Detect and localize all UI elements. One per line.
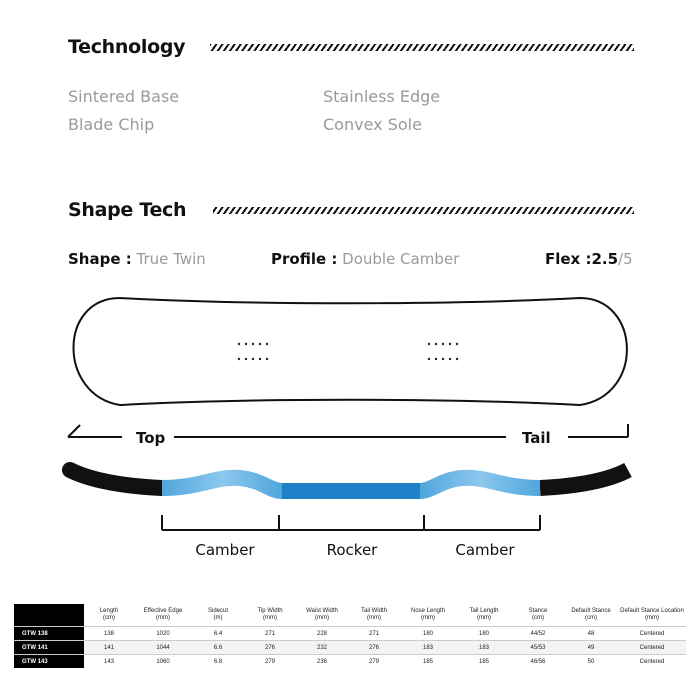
cell-default-stance-location: Centered: [618, 655, 686, 669]
cell-stance: 44/52: [512, 627, 564, 641]
cell-waist-width: 228: [296, 627, 348, 641]
cell-nose-length: 185: [400, 655, 456, 669]
board-outline: [74, 298, 627, 405]
cell-tail-length: 185: [456, 655, 512, 669]
header-default-stance: Default Stance (cm): [571, 608, 611, 621]
cell-waist-width: 236: [296, 655, 348, 669]
cell-default-stance: 50: [564, 655, 618, 669]
header-stance: Stance (cm): [528, 608, 548, 621]
table-row: [14, 655, 686, 669]
cell-default-stance-location: Centered: [618, 627, 686, 641]
tech-item-convex-sole: Convex Sole: [323, 115, 422, 134]
size-spec-table: [14, 604, 686, 668]
cell-tail-width: 276: [348, 641, 400, 655]
cell-length: 141: [84, 641, 134, 655]
cell-tip-width: 279: [244, 655, 296, 669]
tail-label: Tail: [522, 429, 551, 447]
header-default-stance-location: Default Stance Location (mm): [620, 608, 684, 621]
header-tip-width: Tip Width (mm): [257, 608, 283, 621]
table-row: [14, 641, 686, 655]
header-length: Length (cm): [99, 608, 119, 621]
cell-tail-length: 180: [456, 627, 512, 641]
header-sidecut: Sidecut (m): [207, 608, 228, 621]
header-waist-width: Waist Width (mm): [306, 608, 338, 621]
cell-stance: 46/56: [512, 655, 564, 669]
shape-value: True Twin: [136, 250, 206, 268]
flex-label: Flex :: [545, 250, 592, 268]
technology-heading: Technology: [68, 36, 186, 58]
cell-sidecut: 6.4: [192, 627, 244, 641]
rear-camber-label: Camber: [455, 541, 515, 559]
cell-tail-width: 271: [348, 627, 400, 641]
header-nose-length: Nose Length (mm): [410, 608, 446, 621]
profile-value: Double Camber: [342, 250, 460, 268]
header-tail-length: Tail Length (mm): [469, 608, 499, 621]
table-header-row: [14, 604, 686, 627]
table-corner-cell: [14, 604, 84, 627]
cell-length: 138: [84, 627, 134, 641]
table-row: [14, 627, 686, 641]
front-camber-label: Camber: [195, 541, 255, 559]
cell-default-stance-location: Centered: [618, 641, 686, 655]
cell-effective-edge: 1020: [134, 627, 192, 641]
flex-value: 2.5: [591, 250, 619, 268]
tech-item-stainless-edge: Stainless Edge: [323, 87, 441, 106]
cell-sidecut: 6.6: [192, 641, 244, 655]
model-name: GTW 143: [14, 655, 84, 669]
cell-effective-edge: 1060: [134, 655, 192, 669]
cell-sidecut: 6.8: [192, 655, 244, 669]
cell-tip-width: 276: [244, 641, 296, 655]
cell-waist-width: 232: [296, 641, 348, 655]
front-camber-section: [162, 478, 282, 491]
profile-zone-markers: [162, 515, 540, 530]
rear-camber-section: [420, 478, 540, 491]
cell-default-stance: 49: [564, 641, 618, 655]
cell-default-stance: 48: [564, 627, 618, 641]
profile-label: Profile :: [271, 250, 338, 268]
model-name: GTW 138: [14, 627, 84, 641]
cell-effective-edge: 1044: [134, 641, 192, 655]
cell-stance: 45/53: [512, 641, 564, 655]
header-effective-edge: Effective Edge (mm): [143, 608, 183, 621]
top-label: Top: [136, 429, 166, 447]
shape-tech-heading: Shape Tech: [68, 199, 187, 221]
cell-tail-length: 183: [456, 641, 512, 655]
model-name: GTW 141: [14, 641, 84, 655]
tail-tip-profile: [540, 470, 628, 488]
cell-tip-width: 271: [244, 627, 296, 641]
tech-item-sintered-base: Sintered Base: [68, 87, 180, 106]
cell-nose-length: 180: [400, 627, 456, 641]
header-tail-width: Tail Width (mm): [360, 608, 387, 621]
tech-item-blade-chip: Blade Chip: [68, 115, 155, 134]
cell-nose-length: 183: [400, 641, 456, 655]
nose-tip-profile: [70, 470, 162, 488]
cell-tail-width: 279: [348, 655, 400, 669]
board-profile: [70, 470, 628, 491]
flex-max: /5: [618, 250, 633, 268]
shape-label: Shape :: [68, 250, 132, 268]
rocker-label: Rocker: [326, 541, 378, 559]
cell-length: 143: [84, 655, 134, 669]
